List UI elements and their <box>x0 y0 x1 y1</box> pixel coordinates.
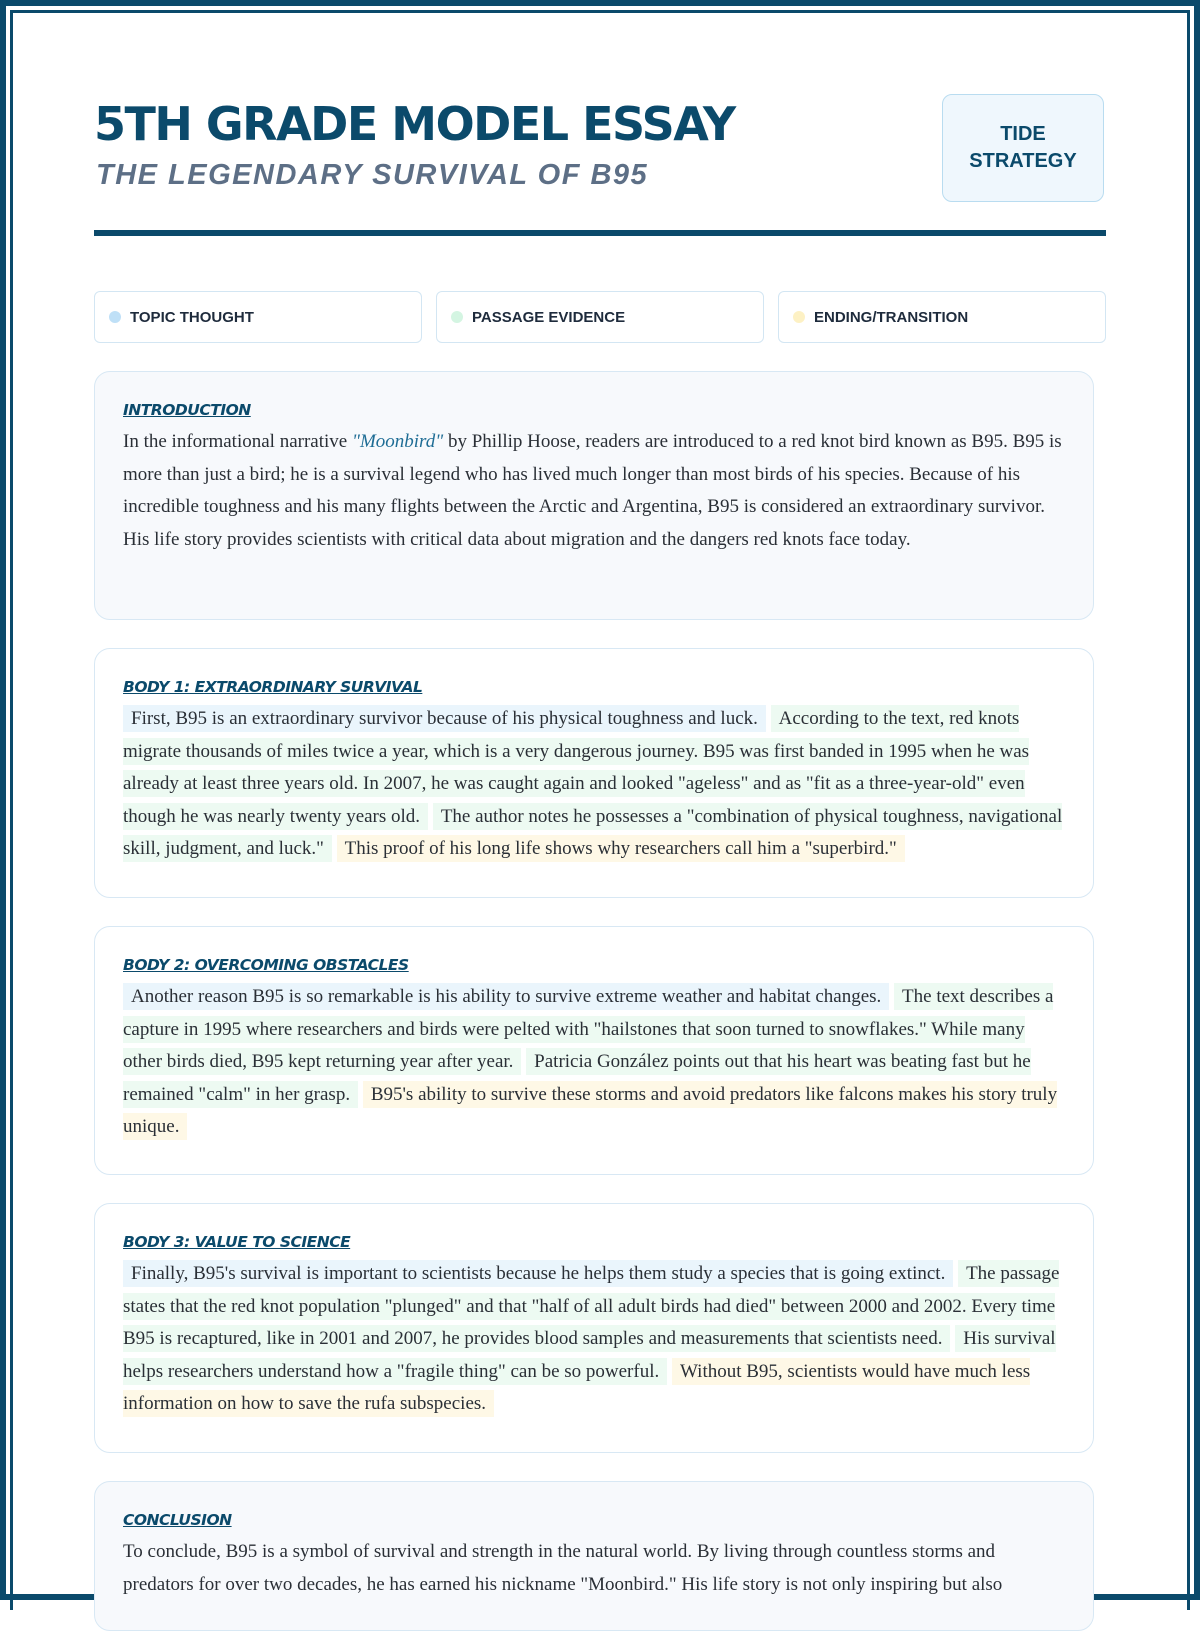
badge-line-1: TIDE <box>1000 123 1046 145</box>
legend-label: PASSAGE EVIDENCE <box>472 308 626 326</box>
ending-sentence: B95's ability to survive these storms and avoid predators like falcons makes his story truly unique. <box>123 1081 1057 1141</box>
evidence-sentence: According to the text, red knots migrate thousands of miles twice a year, which is a very dangerous journey. B95 was first banded in 1995 when he was already at least three years old. In 2007, he was caught again and looked "ageless" and as "fit as a three-year-old" even though he was nearly twenty years old. <box>123 705 1029 830</box>
page-subtitle: THE LEGENDARY SURVIVAL OF B95 <box>96 159 649 191</box>
body-1-heading: BODY 1: EXTRAORDINARY SURVIVAL <box>123 678 423 696</box>
body-2-text <box>123 981 1066 1144</box>
legend-item-ending <box>778 291 1106 343</box>
topic-dot-icon <box>109 311 121 323</box>
badge-line-2: STRATEGY <box>969 150 1077 172</box>
intro-text-start: In the informational narrative <box>123 431 352 452</box>
ending-sentence: Without B95, scientists would have much less information on how to save the rufa subspecies. <box>123 1358 1030 1418</box>
ending-dot-icon <box>793 311 805 323</box>
evidence-sentence: The passage states that the red knot population "plunged" and that "half of all adult birds had died" between 2000 and 2002. Every time B95 is recaptured, like in 2001 and 2007, he provides blood samples and measurements that scientists need. <box>123 1260 1059 1352</box>
legend-label: ENDING/TRANSITION <box>814 308 969 326</box>
conclusion-text: To conclude, B95 is a symbol of survival and strength in the natural world. By living through countless storms and predators for over two decades, he has earned his nickname "Moonbird." His life story is not only inspiring but also <box>123 1541 1003 1595</box>
body-3-text <box>123 1258 1066 1421</box>
legend-label: TOPIC THOUGHT <box>130 308 254 326</box>
body-3-heading: BODY 3: VALUE TO SCIENCE <box>123 1233 351 1251</box>
body-2-card <box>94 926 1094 1175</box>
introduction-card <box>94 371 1094 620</box>
legend-item-topic <box>94 291 422 343</box>
topic-sentence: Another reason B95 is so remarkable is his ability to survive extreme weather and habitat changes. <box>123 983 889 1010</box>
essay-header <box>94 96 1106 236</box>
strategy-badge <box>942 94 1104 202</box>
introduction-heading: INTRODUCTION <box>123 401 251 419</box>
legend-item-evidence <box>436 291 764 343</box>
body-1-card <box>94 648 1094 898</box>
topic-sentence: Finally, B95's survival is important to scientists because he helps them study a species that is going extinct. <box>123 1260 953 1287</box>
conclusion-heading: CONCLUSION <box>123 1511 232 1529</box>
evidence-sentence: The text describes a capture in 1995 where researchers and birds were pelted with "hailstones that soon turned to snowflakes." While many other birds died, B95 kept returning year after year. <box>123 983 1053 1075</box>
topic-sentence: First, B95 is an extraordinary survivor because of his physical toughness and luck. <box>123 705 766 732</box>
body-2-heading: BODY 2: OVERCOMING OBSTACLES <box>123 956 409 974</box>
evidence-sentence: Patricia González points out that his heart was beating fast but he remained "calm" in her grasp. <box>123 1048 1031 1108</box>
page-title: 5TH GRADE MODEL ESSAY <box>94 97 735 151</box>
ending-sentence: This proof of his long life shows why researchers call him a "superbird." <box>337 835 905 862</box>
conclusion-card <box>94 1481 1094 1631</box>
book-title: "Moonbird" <box>351 431 444 452</box>
intro-text-rest: by Phillip Hoose, readers are introduced to a red knot bird known as B95. B95 is more than just a bird; he is a survival legend who has lived much longer than most birds of his species. Because of his incredible toughness and his many flights between the Arctic and Argentina, B95 is considered an extraordinary survivor. His life story provides scientists with critical data about migration and the dangers red knots face today. <box>123 431 1062 550</box>
evidence-sentence: The author notes he possesses a "combination of physical toughness, navigational skill, judgment, and luck." <box>123 803 1062 863</box>
header-divider <box>94 230 1106 236</box>
body-1-text <box>123 703 1066 866</box>
body-3-card <box>94 1203 1094 1453</box>
introduction-text <box>123 426 1066 556</box>
evidence-sentence: His survival helps researchers understand how a "fragile thing" can be so powerful. <box>123 1325 1056 1385</box>
color-legend <box>94 291 1106 343</box>
evidence-dot-icon <box>451 311 463 323</box>
